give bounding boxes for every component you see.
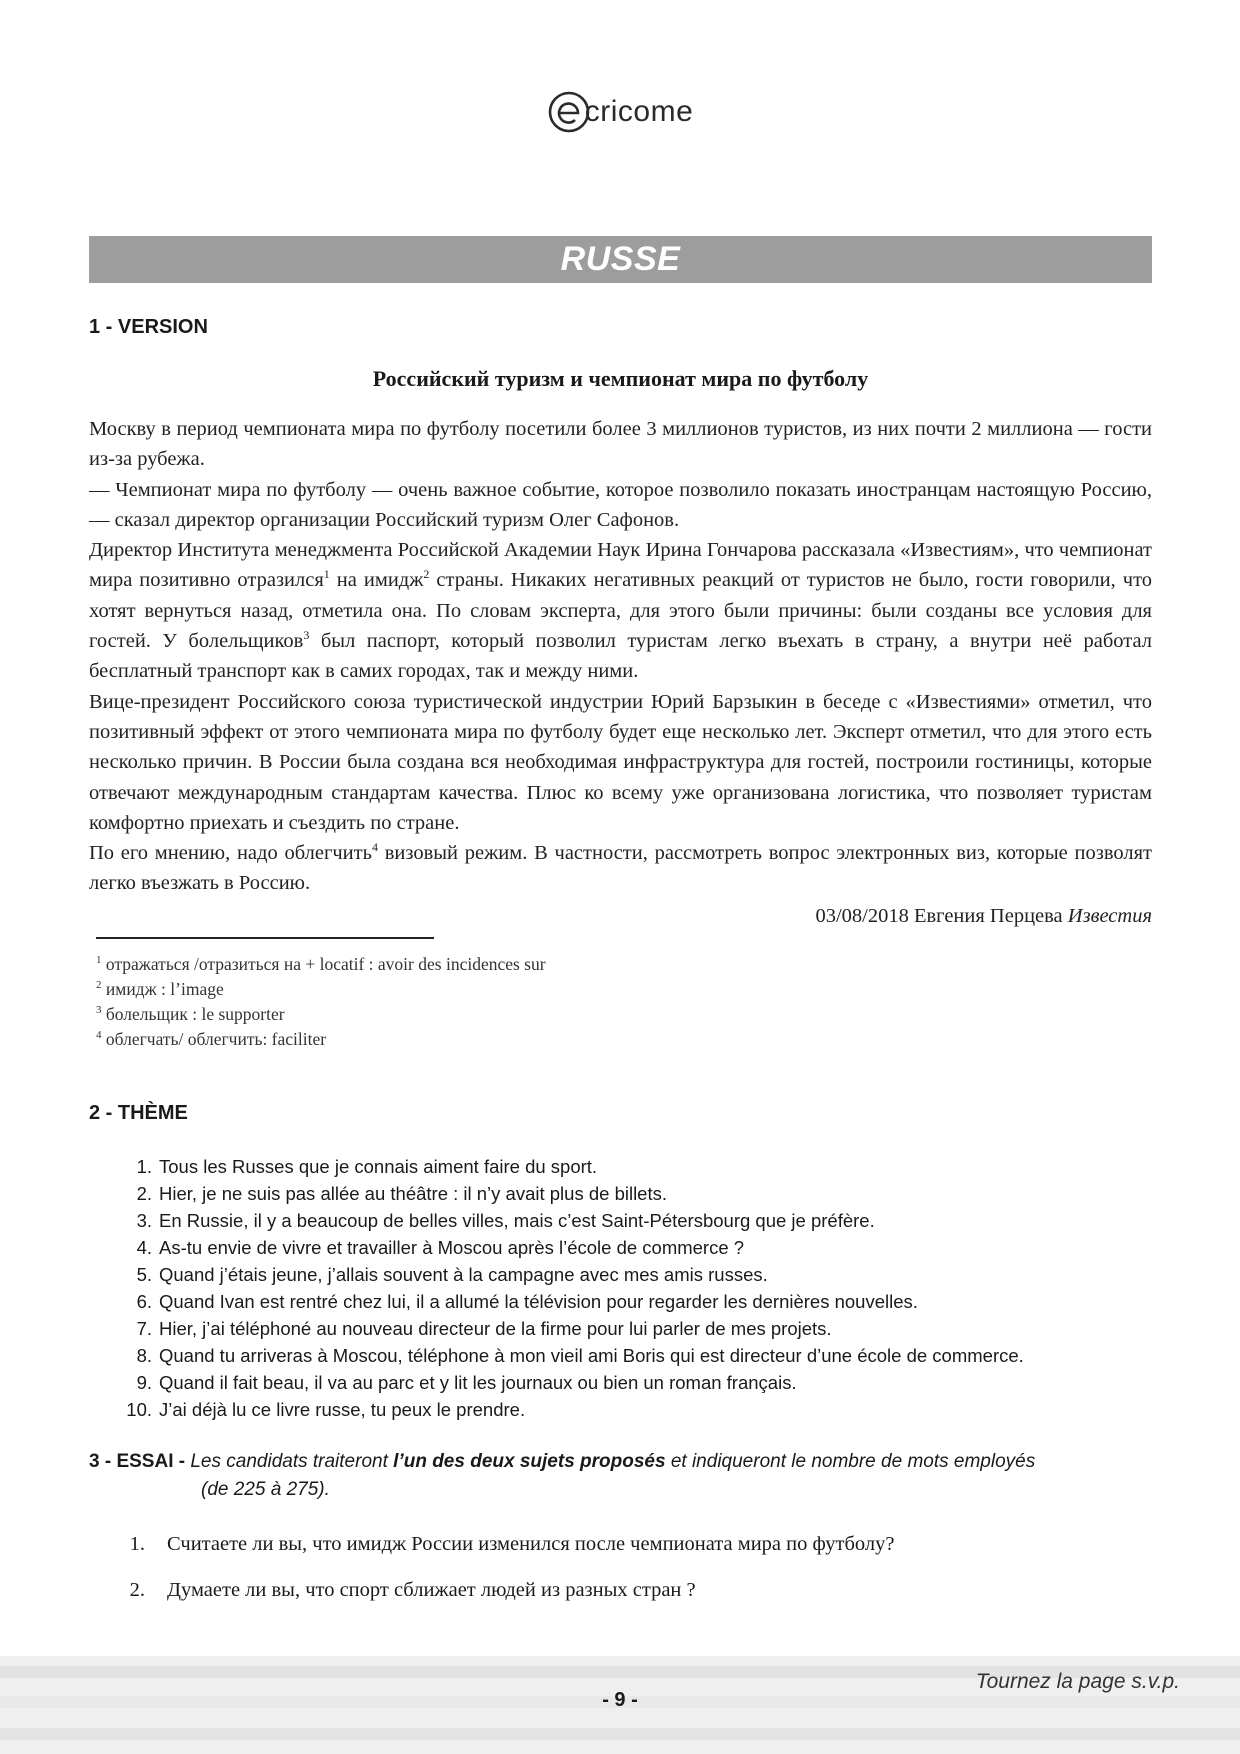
logo-wordmark: cricome <box>584 95 694 128</box>
page-number: - 9 - <box>602 1689 638 1711</box>
list-item: 7. Hier, j’ai téléphoné au nouveau directeur de la firme pour lui parler de mes projets. <box>136 1318 832 1339</box>
list-item: 9. Quand il fait beau, il va au parc et y lit les journaux ou bien un roman français. <box>136 1372 797 1393</box>
footnotes <box>96 952 896 1052</box>
article-source: Известия <box>1067 904 1152 927</box>
turn-page-note: Tournez la page s.v.p. <box>975 1670 1180 1693</box>
list-item: 5. Quand j’étais jeune, j’allais souvent à la campagne avec mes amis russes. <box>136 1264 768 1285</box>
list-item: 10. J’ai déjà lu ce livre russe, tu peux le prendre. <box>126 1399 526 1420</box>
essai-word-count: (de 225 à 275). <box>201 1479 330 1500</box>
theme-sentence-list <box>89 1153 1159 1423</box>
ecricome-logo <box>0 90 1240 134</box>
footnote-1: $^1$ отражаться /отразиться на + locatif : avoir des incidences sur <box>96 954 546 974</box>
section-heading-theme: 2 - THÈME <box>89 1102 188 1124</box>
essay-subject-list <box>89 1533 1152 1625</box>
list-item: 6. Quand Ivan est rentré chez lui, il a allumé la télévision pour regarder les dernières nouvelles. <box>136 1291 918 1312</box>
subject-title: RUSSE <box>560 240 681 278</box>
paragraph-2: — Чемпионат мира по футболу — очень важное событие, которое позволило показать иностранцам настоящую Россию, — сказал директор организации Российский туризм Олег Сафонов. <box>89 478 1152 531</box>
subject-title-band <box>89 236 1152 283</box>
list-item: 8. Quand tu arriveras à Moscou, téléphone à mon vieil ami Boris qui est directeur d’une école de commerce. <box>136 1345 1024 1366</box>
list-item: 1. Считаете ли вы, что имидж России изменился после чемпионата мира по футболу? <box>129 1533 895 1555</box>
list-item: 4. As-tu envie de vivre et travailler à Moscou après l’école de commerce ? <box>136 1237 745 1258</box>
footnote-ref-1: 1 <box>323 567 330 582</box>
footnote-3: $^3$ болельщик : le supporter <box>96 1004 285 1024</box>
paragraph-5: По его мнению, надо облегчить$^4$ визовый режим. В частности, рассмотреть вопрос электронных виз, которые позволят легко въезжать в Россию. <box>89 840 1152 895</box>
footnote-divider <box>96 937 434 939</box>
article-title: Российский туризм и чемпионат мира по футболу <box>372 366 869 391</box>
section-heading-version: 1 - VERSION <box>89 316 208 338</box>
article-body <box>89 414 1152 931</box>
footer-stripe <box>0 1728 1240 1740</box>
list-item: 2. Думаете ли вы, что спорт сближает людей из разных стран ? <box>129 1579 696 1601</box>
essai-instructions: 3 - ESSAI - Les candidats traiteront l’un des deux sujets proposés et indiqueront le nombre de mots employés (de 225 à 275). <box>89 1448 1152 1504</box>
footnote-ref-2: 2 <box>423 567 430 582</box>
footnote-4: $^4$ облегчать/ облегчить: faciliter <box>96 1029 327 1049</box>
paragraph-1: Москву в период чемпионата мира по футболу посетили более 3 миллионов туристов, из них почти 2 миллиона — гости из-за рубежа. <box>89 418 1152 471</box>
footnote-2: $^2$ имидж : l’image <box>96 979 224 999</box>
paragraph-4: Вице-президент Российского союза туристической индустрии Юрий Барзыкин в беседе с «Известиями» отметил, что позитивный эффект от этого чемпионата мира по футболу будет еще несколько лет. Эксперт отметил, что для этого есть несколько причин. В России была создана вся необходимая инфраструктура для гостей, построили гостиницы, которые отвечают международным стандартам качества. Плюс ко всему уже организована логистика, что позволяет туристам комфортно приехать и съездить по стране. <box>89 690 1152 834</box>
list-item: 3. En Russie, il y a beaucoup de belles villes, mais c’est Saint-Pétersbourg que je préfère. <box>136 1210 875 1231</box>
paragraph-3: Директор Института менеджмента Российской Академии Наук Ирина Гончарова рассказала «Известиям», что чемпионат мира позитивно отразился$^1$ на имидж$^2$ страны. Никаких негативных реакций от туристов не было, гости говорили, что хотят вернуться назад, отметила она. По словам эксперта, для этого были причины: были созданы все условия для гостей. У болельщиков$^3$ был паспорт, который позволил туристам легко въехать в страну, а внутри неё работал бесплатный транспорт как в самих городах, так и между ними. <box>89 539 1153 683</box>
article-signature: 03/08/2018 Евгения Перцева Известия <box>815 904 1152 927</box>
list-item: 1. Tous les Russes que je connais aiment faire du sport. <box>136 1156 598 1177</box>
footnote-ref-3: 3 <box>303 628 310 643</box>
list-item: 2. Hier, je ne suis pas allée au théâtre : il n’y avait plus de billets. <box>136 1183 668 1204</box>
section-heading-essai: 3 - ESSAI - <box>89 1451 191 1472</box>
footnote-ref-4: 4 <box>371 840 378 855</box>
